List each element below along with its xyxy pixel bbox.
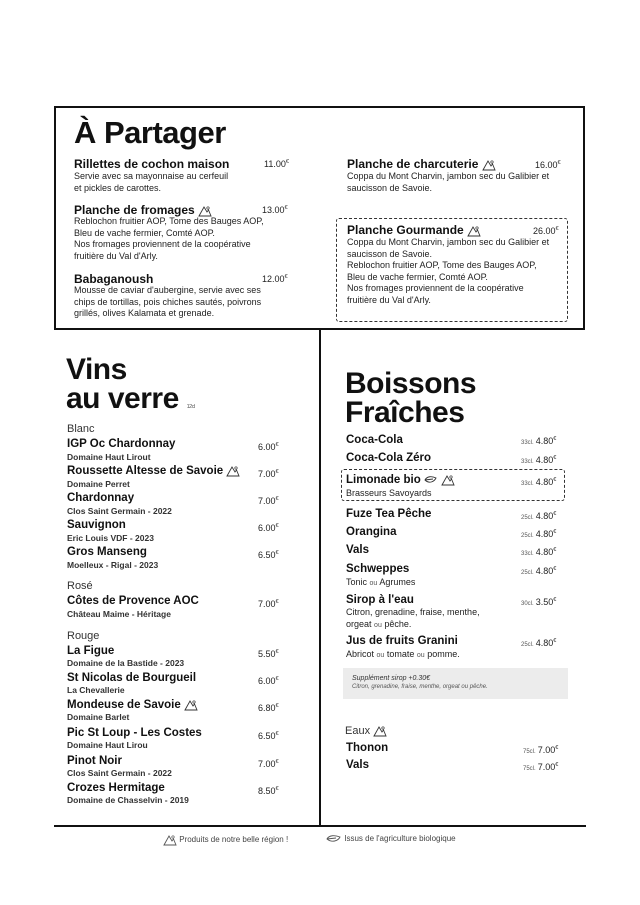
wine-name: St Nicolas de Bourgueil [67,672,197,684]
wine-sub: Clos Saint Germain - 2022 [67,506,172,516]
wine-name: Crozes Hermitage [67,782,165,794]
wine-price: 6.80€ [258,703,279,713]
item-name: Planche de fromages [74,203,212,217]
wine-name: La Figue [67,645,115,657]
item-price: 11.00€ [264,159,289,169]
drink-name: Coca-Cola [346,434,403,446]
drink-price: 33cl. 4.80€ [521,547,557,557]
bio-icon [424,475,438,485]
region-icon [163,834,177,846]
footer-bio: Issus de l'agriculture biologique [326,834,456,844]
vins-title: Vins au verre 12cl [66,353,195,415]
drink-price: 25cl. 4.80€ [521,529,557,539]
drink-price: 75cl. 7.00€ [523,745,559,755]
item-name: Planche Gourmande [347,223,481,237]
region-icon [482,159,496,171]
wine-name: Pic St Loup - Les Costes [67,727,202,739]
wine-name: Gros Manseng [67,546,147,558]
wine-name: Chardonnay [67,492,135,504]
drink-name: Sirop à l'eau [346,594,414,606]
region-icon [184,699,198,711]
drink-price: 25cl. 4.80€ [521,638,557,648]
drink-price: 25cl. 4.80€ [521,511,557,521]
wine-price: 6.00€ [258,523,279,533]
wine-price: 6.50€ [258,550,279,560]
wine-name: Côtes de Provence AOC [67,595,199,607]
wine-price: 7.00€ [258,496,279,506]
drink-name: Thonon [346,742,389,754]
item-desc: Servie avec sa mayonnaise au cerfeuil et pickles de carottes. [74,171,229,193]
wine-sub: Domaine Haut Lirout [67,452,151,462]
item-desc: Coppa du Mont Charvin, jambon sec du Galibier et saucisson de Savoie. Reblochon fruitier AOP, Tome des Bauges AOP, Bleu de vache fermier, Comté AOP. Nos fromages proviennent de la coopérative fruitière du Val d'Arly. [347,237,550,305]
section-label: Rouge [67,630,100,642]
wine-name: IGP Oc Chardonnay [67,438,176,450]
wine-price: 8.50€ [258,786,279,796]
item-name: Planche de charcuterie [347,157,496,171]
item-name: Rillettes de cochon maison [74,157,230,171]
drink-name: Jus de fruits Granini [346,635,458,647]
drink-name: Schweppes [346,563,410,575]
column-divider [319,330,321,826]
item-price: 12.00€ [262,274,288,284]
region-icon [226,465,240,477]
boissons-title: Boissons Fraîches [345,367,477,429]
drink-name: Coca-Cola Zéro [346,452,431,464]
region-icon [441,474,455,486]
wine-price: 7.00€ [258,469,279,479]
item-desc: Reblochon fruitier AOP, Tome des Bauges AOP, Bleu de vache fermier, Comté AOP. Nos fromages proviennent de la coopérative fruitière du Val d'Arly. [74,216,264,261]
drink-sub: Brasseurs Savoyards [346,488,432,498]
wine-sub: Château Maime - Héritage [67,609,171,619]
wine-name: Mondeuse de Savoie [67,699,198,711]
wine-price: 6.00€ [258,676,279,686]
wine-name: Pinot Noir [67,755,122,767]
wine-price: 7.00€ [258,599,279,609]
wine-sub: Domaine de la Bastide - 2023 [67,658,185,668]
footer-divider [54,825,586,827]
item-price: 16.00€ [535,160,561,170]
item-price: 13.00€ [262,205,288,215]
wine-sub: Moelleux - Rigal - 2023 [67,560,159,570]
wine-price: 7.00€ [258,759,279,769]
wine-price: 6.00€ [258,442,279,452]
region-icon [467,225,481,237]
drink-price: 33cl. 4.80€ [521,455,557,465]
drink-desc: Citron, grenadine, fraise, menthe, orgeat ou pêche. [346,607,480,629]
bio-icon [326,834,342,844]
wine-sub: Domaine Perret [67,479,130,489]
region-icon [373,725,387,737]
drink-price: 25cl. 4.80€ [521,566,557,576]
drink-name: Limonade bio [346,474,455,486]
drink-price: 33cl. 4.80€ [521,477,557,487]
wine-price: 6.50€ [258,731,279,741]
drink-name: Vals [346,544,370,556]
section-label: Blanc [67,423,95,435]
supplement-box: Supplément sirop +0.30€ Citron, grenadine, fraise, menthe, orgeat ou pêche. [343,668,568,699]
drink-desc: Tonic ou Agrumes [346,577,416,587]
wine-name: Roussette Altesse de Savoie [67,465,240,477]
wine-sub: Eric Louis VDF - 2023 [67,533,154,543]
drink-name: Fuze Tea Pêche [346,508,432,520]
drink-price: 75cl. 7.00€ [523,762,559,772]
item-price: 26.00€ [533,226,559,236]
wine-sub: Domaine Haut Lirou [67,740,148,750]
section-label: Eaux [345,725,387,737]
drink-price: 33cl. 4.80€ [521,436,557,446]
item-desc: Mousse de caviar d'aubergine, servie avec ses chips de tortillas, pois chiches sautés, poivrons grillés, olives Kalamata et grenade. [74,285,262,318]
wine-name: Sauvignon [67,519,126,531]
item-name: Babaganoush [74,272,154,286]
wine-sub: Domaine Barlet [67,712,130,722]
drink-name: Vals [346,759,370,771]
item-desc: Coppa du Mont Charvin, jambon sec du Galibier et saucisson de Savoie. [347,171,550,193]
section-label: Rosé [67,580,93,592]
partager-title: À Partager [74,115,226,150]
drink-price: 30cl. 3.50€ [521,597,557,607]
wine-sub: Clos Saint Germain - 2022 [67,768,172,778]
drink-desc: Abricot ou tomate ou pomme. [346,649,460,659]
footer-region: Produits de notre belle région ! [163,834,288,846]
drink-name: Orangina [346,526,397,538]
wine-sub: La Chevallerie [67,685,125,695]
wine-price: 5.50€ [258,649,279,659]
wine-sub: Domaine de Chasselvin - 2019 [67,795,189,805]
